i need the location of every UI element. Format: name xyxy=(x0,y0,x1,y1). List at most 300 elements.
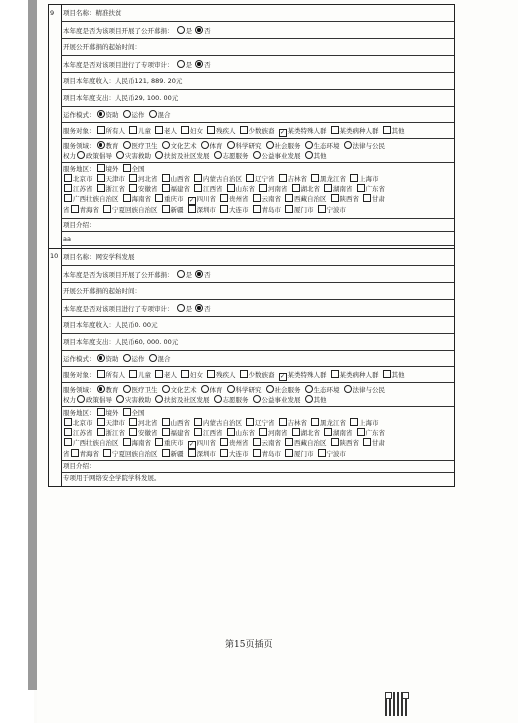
radio-yes[interactable] xyxy=(177,304,185,312)
option-item[interactable] xyxy=(70,206,100,214)
option-item[interactable] xyxy=(278,127,327,135)
option-item[interactable] xyxy=(122,111,145,119)
label: 本年度是否为该项目开展了公开募捐： xyxy=(63,271,174,279)
option-item[interactable] xyxy=(284,439,327,447)
option-item[interactable] xyxy=(102,450,158,458)
option-item[interactable] xyxy=(278,371,327,379)
checkbox-icon[interactable] xyxy=(129,126,137,134)
option-item[interactable] xyxy=(161,450,184,458)
checkbox-icon[interactable] xyxy=(285,194,293,202)
radio-no[interactable] xyxy=(195,304,203,312)
option-item[interactable] xyxy=(161,175,191,183)
radio-icon[interactable] xyxy=(123,141,131,149)
checkbox-icon[interactable] xyxy=(331,194,339,202)
checkbox-icon[interactable] xyxy=(123,438,131,446)
option-item[interactable] xyxy=(154,127,177,135)
option-item[interactable] xyxy=(193,175,242,183)
option-item[interactable] xyxy=(349,419,379,427)
checkbox-icon[interactable] xyxy=(324,428,332,436)
option-item[interactable] xyxy=(356,185,386,193)
checkbox-icon[interactable] xyxy=(162,174,170,182)
checkbox-icon[interactable] xyxy=(331,438,339,446)
checkbox-icon[interactable] xyxy=(253,205,261,213)
radio-icon[interactable] xyxy=(253,395,261,403)
option-item[interactable] xyxy=(115,152,151,160)
option-label: 大连市 xyxy=(229,206,249,214)
radio-icon[interactable] xyxy=(305,395,313,403)
option-item[interactable] xyxy=(96,386,119,394)
checkbox-icon[interactable] xyxy=(253,194,261,202)
checkbox-icon[interactable] xyxy=(97,184,105,192)
option-label: 社会服务 xyxy=(274,142,301,150)
radio-icon[interactable] xyxy=(77,151,85,159)
option-label: 山东省 xyxy=(235,185,255,193)
radio-icon[interactable] xyxy=(162,141,170,149)
checkbox-icon[interactable] xyxy=(285,438,293,446)
option-label: 天津市 xyxy=(105,419,125,427)
radio-icon[interactable] xyxy=(305,151,313,159)
radio-icon[interactable] xyxy=(305,141,313,149)
checkbox-icon[interactable] xyxy=(155,370,163,378)
option-item[interactable] xyxy=(382,127,405,135)
option-item[interactable] xyxy=(252,152,301,160)
option-item[interactable] xyxy=(96,409,119,417)
option-label: 江苏省 xyxy=(73,185,93,193)
option-item[interactable] xyxy=(323,185,353,193)
option-label: 志愿服务 xyxy=(222,152,249,160)
checkbox-icon[interactable] xyxy=(155,194,163,202)
checkbox-icon[interactable] xyxy=(162,449,170,457)
checkbox-icon[interactable] xyxy=(363,194,371,202)
option-item[interactable] xyxy=(343,142,386,150)
option-item[interactable] xyxy=(304,152,327,160)
checkbox-icon[interactable] xyxy=(285,205,293,213)
checkbox-icon[interactable] xyxy=(129,428,137,436)
checkbox-icon[interactable] xyxy=(129,370,137,378)
checkbox-icon[interactable] xyxy=(129,184,137,192)
option-item[interactable] xyxy=(96,371,126,379)
option-item[interactable] xyxy=(265,386,301,394)
option-item[interactable] xyxy=(122,165,145,173)
radio-icon[interactable] xyxy=(266,141,274,149)
option-label: 广东省 xyxy=(365,185,385,193)
option-item[interactable] xyxy=(122,439,152,447)
option-item[interactable] xyxy=(187,439,217,447)
option-item[interactable] xyxy=(161,185,191,193)
radio-icon[interactable] xyxy=(344,385,352,393)
option-item[interactable] xyxy=(304,396,327,404)
label: 服务地区： xyxy=(63,409,96,417)
option-label: 宁波市 xyxy=(326,450,346,458)
option-item[interactable] xyxy=(122,409,145,417)
option-item[interactable] xyxy=(180,127,203,135)
radio-icon[interactable] xyxy=(149,354,157,362)
checkbox-icon[interactable] xyxy=(207,126,215,134)
option-item[interactable] xyxy=(317,206,347,214)
checkbox-icon[interactable] xyxy=(220,194,228,202)
option-item[interactable] xyxy=(356,429,386,437)
checkbox-icon[interactable] xyxy=(357,428,365,436)
option-item[interactable] xyxy=(63,419,93,427)
radio-icon[interactable] xyxy=(149,110,157,118)
checkbox-icon[interactable] xyxy=(318,449,326,457)
option-item[interactable] xyxy=(226,429,256,437)
checkbox-icon[interactable] xyxy=(129,418,137,426)
option-item[interactable] xyxy=(76,396,112,404)
radio-icon[interactable] xyxy=(305,385,313,393)
option-item[interactable] xyxy=(148,355,171,363)
checkbox-icon[interactable]: ✓ xyxy=(279,373,286,380)
option-item[interactable] xyxy=(226,386,262,394)
radio-icon[interactable] xyxy=(116,395,124,403)
option-item[interactable] xyxy=(323,429,353,437)
option-item[interactable] xyxy=(187,450,217,458)
option-item[interactable] xyxy=(252,396,301,404)
option-item[interactable] xyxy=(122,142,158,150)
option-item[interactable] xyxy=(362,195,385,203)
checkbox-icon[interactable] xyxy=(253,449,261,457)
option-item[interactable] xyxy=(200,142,223,150)
radio-icon[interactable] xyxy=(123,354,131,362)
radio-icon[interactable] xyxy=(155,395,163,403)
qr-code-icon xyxy=(385,692,409,716)
radio-icon[interactable] xyxy=(253,151,261,159)
option-item[interactable] xyxy=(330,371,379,379)
checkbox-icon[interactable] xyxy=(155,438,163,446)
label: 是 xyxy=(185,61,193,69)
option-label: 全国 xyxy=(131,409,145,417)
option-item[interactable] xyxy=(252,450,282,458)
checkbox-icon[interactable] xyxy=(103,449,111,457)
checkbox-icon[interactable] xyxy=(162,428,170,436)
checkbox-icon[interactable] xyxy=(279,174,287,182)
option-item[interactable] xyxy=(219,206,249,214)
radio-icon[interactable] xyxy=(344,141,352,149)
option-item[interactable] xyxy=(278,175,308,183)
radio-icon[interactable] xyxy=(155,151,163,159)
radio-icon[interactable] xyxy=(201,385,209,393)
option-item[interactable] xyxy=(96,111,119,119)
radio-icon[interactable] xyxy=(97,141,105,149)
checkbox-icon[interactable] xyxy=(240,126,248,134)
label: 服务对象： xyxy=(63,127,96,135)
option-item[interactable] xyxy=(96,419,126,427)
radio-yes[interactable] xyxy=(177,270,185,278)
checkbox-icon[interactable] xyxy=(259,428,267,436)
checkbox-icon[interactable] xyxy=(64,438,72,446)
checkbox-icon[interactable] xyxy=(103,205,111,213)
checkbox-icon[interactable] xyxy=(64,174,72,182)
option-item[interactable] xyxy=(310,175,346,183)
option-item[interactable] xyxy=(187,206,217,214)
checkbox-icon[interactable] xyxy=(318,205,326,213)
option-item[interactable] xyxy=(187,195,217,203)
checkbox-icon[interactable] xyxy=(259,184,267,192)
checkbox-icon[interactable] xyxy=(97,428,105,436)
option-item[interactable] xyxy=(161,206,184,214)
option-item[interactable] xyxy=(161,419,191,427)
radio-icon[interactable] xyxy=(97,110,105,118)
radio-icon[interactable] xyxy=(162,385,170,393)
checkbox-icon[interactable] xyxy=(97,418,105,426)
radio-icon[interactable] xyxy=(201,141,209,149)
option-item[interactable] xyxy=(310,419,346,427)
option-item[interactable] xyxy=(226,142,262,150)
region-row xyxy=(61,163,454,219)
checkbox-icon[interactable] xyxy=(311,418,319,426)
radio-icon[interactable] xyxy=(97,354,105,362)
checkbox-icon[interactable] xyxy=(311,174,319,182)
checkbox-icon[interactable] xyxy=(220,438,228,446)
option-item[interactable] xyxy=(362,439,385,447)
option-item[interactable] xyxy=(226,185,256,193)
option-label: 云南省 xyxy=(261,439,281,447)
option-item[interactable] xyxy=(291,185,321,193)
radio-yes[interactable] xyxy=(177,26,185,34)
option-label: 其他 xyxy=(391,127,405,135)
label: 服务领域： xyxy=(63,142,96,150)
option-label: 残疾人 xyxy=(216,127,236,135)
checkbox-icon[interactable] xyxy=(357,184,365,192)
option-item[interactable] xyxy=(128,429,158,437)
option-item[interactable] xyxy=(63,439,119,447)
label: 服务领域： xyxy=(63,386,96,394)
option-item[interactable] xyxy=(122,195,152,203)
option-item[interactable] xyxy=(128,175,158,183)
option-label: 少数族裔 xyxy=(248,371,275,379)
checkbox-icon[interactable] xyxy=(162,418,170,426)
option-item[interactable] xyxy=(63,185,93,193)
option-item[interactable] xyxy=(245,419,275,427)
option-item[interactable] xyxy=(349,175,379,183)
radio-icon[interactable] xyxy=(123,110,131,118)
option-item[interactable] xyxy=(252,195,282,203)
option-item[interactable] xyxy=(284,450,314,458)
radio-no[interactable] xyxy=(195,26,203,34)
option-item[interactable] xyxy=(148,111,171,119)
option-item[interactable] xyxy=(193,419,242,427)
option-item[interactable] xyxy=(219,195,249,203)
checkbox-icon[interactable] xyxy=(207,370,215,378)
option-item[interactable] xyxy=(128,185,158,193)
option-label: 江苏省 xyxy=(73,429,93,437)
checkbox-icon[interactable] xyxy=(331,126,339,134)
label: 否 xyxy=(204,61,211,69)
option-item[interactable] xyxy=(154,439,184,447)
checkbox-icon[interactable] xyxy=(123,408,131,416)
checkbox-icon[interactable]: ✓ xyxy=(188,441,195,448)
option-item[interactable] xyxy=(76,152,112,160)
option-item[interactable] xyxy=(63,429,93,437)
option-label: 大连市 xyxy=(229,450,249,458)
option-item[interactable] xyxy=(330,127,379,135)
checkbox-icon[interactable] xyxy=(162,184,170,192)
checkbox-icon[interactable] xyxy=(71,205,79,213)
checkbox-icon[interactable] xyxy=(71,449,79,457)
option-item[interactable] xyxy=(284,195,327,203)
option-item[interactable] xyxy=(96,127,126,135)
option-item[interactable] xyxy=(239,127,275,135)
checkbox-icon[interactable] xyxy=(123,194,131,202)
checkbox-icon[interactable] xyxy=(97,174,105,182)
checkbox-icon[interactable] xyxy=(188,205,196,213)
option-item[interactable] xyxy=(96,142,119,150)
checkbox-icon[interactable] xyxy=(350,174,358,182)
radio-icon[interactable] xyxy=(227,385,235,393)
checkbox-icon[interactable] xyxy=(292,428,300,436)
radio-no[interactable] xyxy=(195,60,203,68)
option-item[interactable] xyxy=(258,429,288,437)
option-item[interactable] xyxy=(96,355,119,363)
option-item[interactable] xyxy=(161,142,197,150)
option-item[interactable] xyxy=(219,439,249,447)
option-item[interactable] xyxy=(96,429,126,437)
option-label: 浙江省 xyxy=(105,185,125,193)
option-item[interactable] xyxy=(330,195,360,203)
checkbox-icon[interactable] xyxy=(181,370,189,378)
checkbox-icon[interactable] xyxy=(64,428,72,436)
checkbox-icon[interactable] xyxy=(64,418,72,426)
option-item[interactable] xyxy=(252,439,282,447)
checkbox-icon[interactable] xyxy=(383,126,391,134)
option-item[interactable] xyxy=(161,386,197,394)
option-item[interactable] xyxy=(193,429,223,437)
option-item[interactable] xyxy=(96,185,126,193)
option-item[interactable] xyxy=(206,127,236,135)
option-item[interactable] xyxy=(193,185,223,193)
checkbox-icon[interactable] xyxy=(285,449,293,457)
option-item[interactable] xyxy=(154,371,177,379)
checkbox-icon[interactable] xyxy=(350,418,358,426)
option-item[interactable] xyxy=(258,185,288,193)
checkbox-icon[interactable] xyxy=(64,184,72,192)
option-item[interactable] xyxy=(154,152,210,160)
option-item[interactable] xyxy=(128,127,151,135)
option-item[interactable] xyxy=(213,396,249,404)
option-label: 法律与公民 xyxy=(352,142,385,150)
checkbox-icon[interactable] xyxy=(181,126,189,134)
option-item[interactable] xyxy=(180,371,203,379)
option-item[interactable] xyxy=(96,175,126,183)
radio-yes[interactable] xyxy=(177,60,185,68)
checkbox-icon[interactable]: ✓ xyxy=(279,129,286,136)
option-item[interactable] xyxy=(70,450,100,458)
checkbox-icon[interactable] xyxy=(194,184,202,192)
checkbox-icon[interactable] xyxy=(227,184,235,192)
option-label: 海南省 xyxy=(131,439,151,447)
option-item[interactable] xyxy=(122,386,158,394)
checkbox-icon[interactable] xyxy=(97,164,105,172)
checkbox-icon[interactable]: ✓ xyxy=(188,197,195,204)
option-item[interactable] xyxy=(239,371,275,379)
radio-icon[interactable] xyxy=(116,151,124,159)
checkbox-icon[interactable] xyxy=(253,438,261,446)
option-item[interactable] xyxy=(213,152,249,160)
checkbox-icon[interactable] xyxy=(188,449,196,457)
label: 项目本年度收入：人民币 xyxy=(63,321,135,329)
option-item[interactable] xyxy=(317,450,347,458)
option-item[interactable] xyxy=(278,419,308,427)
checkbox-icon[interactable] xyxy=(246,174,254,182)
option-item[interactable] xyxy=(343,386,386,394)
option-item[interactable] xyxy=(284,206,314,214)
fields-row xyxy=(61,383,454,407)
option-item[interactable] xyxy=(154,195,184,203)
radio-icon[interactable] xyxy=(227,141,235,149)
checkbox-icon[interactable] xyxy=(324,184,332,192)
checkbox-icon[interactable] xyxy=(240,370,248,378)
checkbox-icon[interactable] xyxy=(220,449,228,457)
option-item[interactable] xyxy=(115,396,151,404)
checkbox-icon[interactable] xyxy=(194,428,202,436)
checkbox-icon[interactable] xyxy=(227,428,235,436)
radio-icon[interactable] xyxy=(214,151,222,159)
checkbox-icon[interactable] xyxy=(331,370,339,378)
option-item[interactable] xyxy=(128,371,151,379)
checkbox-icon[interactable] xyxy=(64,194,72,202)
radio-icon[interactable] xyxy=(123,385,131,393)
option-item[interactable] xyxy=(122,355,145,363)
checkbox-icon[interactable] xyxy=(97,126,105,134)
checkbox-icon[interactable] xyxy=(162,205,170,213)
option-item[interactable] xyxy=(252,206,282,214)
checkbox-icon[interactable] xyxy=(155,126,163,134)
project-name-row xyxy=(61,248,454,266)
radio-icon[interactable] xyxy=(266,385,274,393)
option-item[interactable] xyxy=(304,142,340,150)
checkbox-icon[interactable] xyxy=(123,164,131,172)
option-item[interactable] xyxy=(102,206,158,214)
label: 否 xyxy=(204,271,211,279)
option-item[interactable] xyxy=(63,195,119,203)
option-item[interactable] xyxy=(291,429,321,437)
radio-icon[interactable] xyxy=(214,395,222,403)
option-item[interactable] xyxy=(63,175,93,183)
checkbox-icon[interactable] xyxy=(363,438,371,446)
raised-row xyxy=(61,22,454,39)
checkbox-icon[interactable] xyxy=(383,370,391,378)
option-item[interactable] xyxy=(245,175,275,183)
checkbox-icon[interactable] xyxy=(194,418,202,426)
radio-icon[interactable] xyxy=(97,385,105,393)
option-item[interactable] xyxy=(382,371,405,379)
label: 项目本年度支出：人民币 xyxy=(63,338,135,346)
option-item[interactable] xyxy=(96,165,119,173)
option-item[interactable] xyxy=(206,371,236,379)
radio-icon[interactable] xyxy=(77,395,85,403)
checkbox-icon[interactable] xyxy=(129,174,137,182)
label: 开展公开募捐的起始时间： xyxy=(63,43,141,51)
option-item[interactable] xyxy=(200,386,223,394)
option-item[interactable] xyxy=(265,142,301,150)
radio-no[interactable] xyxy=(195,270,203,278)
option-item[interactable] xyxy=(161,429,191,437)
checkbox-icon[interactable] xyxy=(220,205,228,213)
option-item[interactable] xyxy=(330,439,360,447)
option-item[interactable] xyxy=(219,450,249,458)
checkbox-icon[interactable] xyxy=(97,408,105,416)
option-item[interactable] xyxy=(128,419,158,427)
checkbox-icon[interactable] xyxy=(97,370,105,378)
checkbox-icon[interactable] xyxy=(246,418,254,426)
checkbox-icon[interactable] xyxy=(292,184,300,192)
option-label: 政策倡导 xyxy=(86,396,112,404)
label: 省 xyxy=(63,206,70,214)
option-item[interactable] xyxy=(304,386,340,394)
checkbox-icon[interactable] xyxy=(279,418,287,426)
checkbox-icon[interactable] xyxy=(194,174,202,182)
option-item[interactable] xyxy=(154,396,210,404)
